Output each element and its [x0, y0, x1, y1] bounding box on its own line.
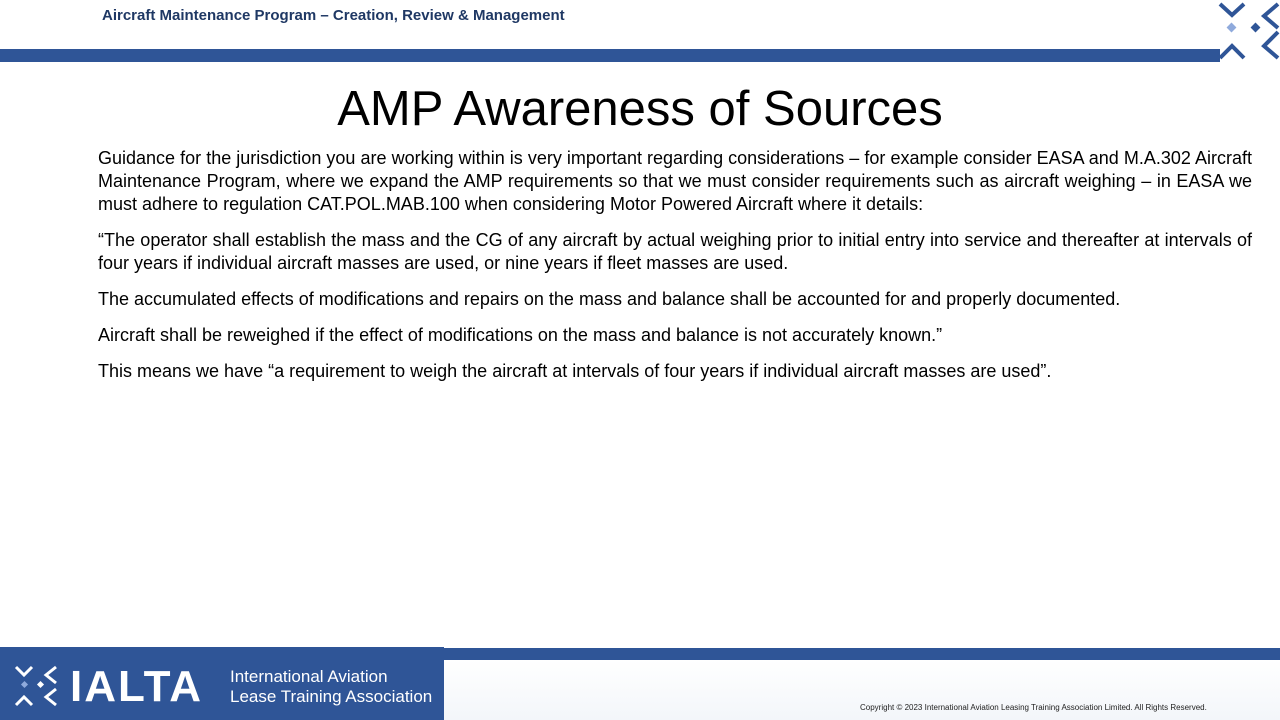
footer-brand-subtitle [230, 667, 432, 707]
paragraph-quote-reweigh: Aircraft shall be reweighed if the effect of modifications on the mass and balance is not accurately known.” [98, 325, 943, 345]
footer-brand: IALTA [70, 662, 203, 711]
footer-brand-line1: International Aviation [230, 667, 388, 686]
body-text [98, 147, 1252, 396]
ialta-mark-icon [14, 664, 58, 708]
copyright: Copyright © 2023 International Aviation Leasing Training Association Limited. All Rights Reserved. [860, 703, 1207, 712]
header-bar [0, 49, 1220, 62]
paragraph-guidance: Guidance for the jurisdiction you are working within is very important regarding considerations – for example consider EASA and M.A.302 Aircraft Maintenance Program, where we expand the AMP requirements so that we must consider requirements such as aircraft weighing – in EASA we must adhere to regulation CAT.POL.MAB.100 when considering Motor Powered Aircraft where it details: [98, 148, 1252, 214]
paragraph-summary: This means we have “a requirement to weigh the aircraft at intervals of four years if individual aircraft masses are used”. [98, 361, 1052, 381]
header-title: Aircraft Maintenance Program – Creation, Review & Management [102, 7, 565, 24]
footer-bar [444, 648, 1280, 660]
footer-brand-line2: Lease Training Association [230, 687, 433, 706]
ialta-mark-icon [1216, 0, 1280, 62]
paragraph-quote-modifications: The accumulated effects of modifications and repairs on the mass and balance shall be accounted for and properly documented. [98, 289, 1121, 309]
slide-title: AMP Awareness of Sources [337, 82, 943, 136]
paragraph-quote-weighing: “The operator shall establish the mass and the CG of any aircraft by actual weighing prior to initial entry into service and thereafter at intervals of four years if individual aircraft masses are used, or nine years if fleet masses are used. [98, 230, 1252, 273]
